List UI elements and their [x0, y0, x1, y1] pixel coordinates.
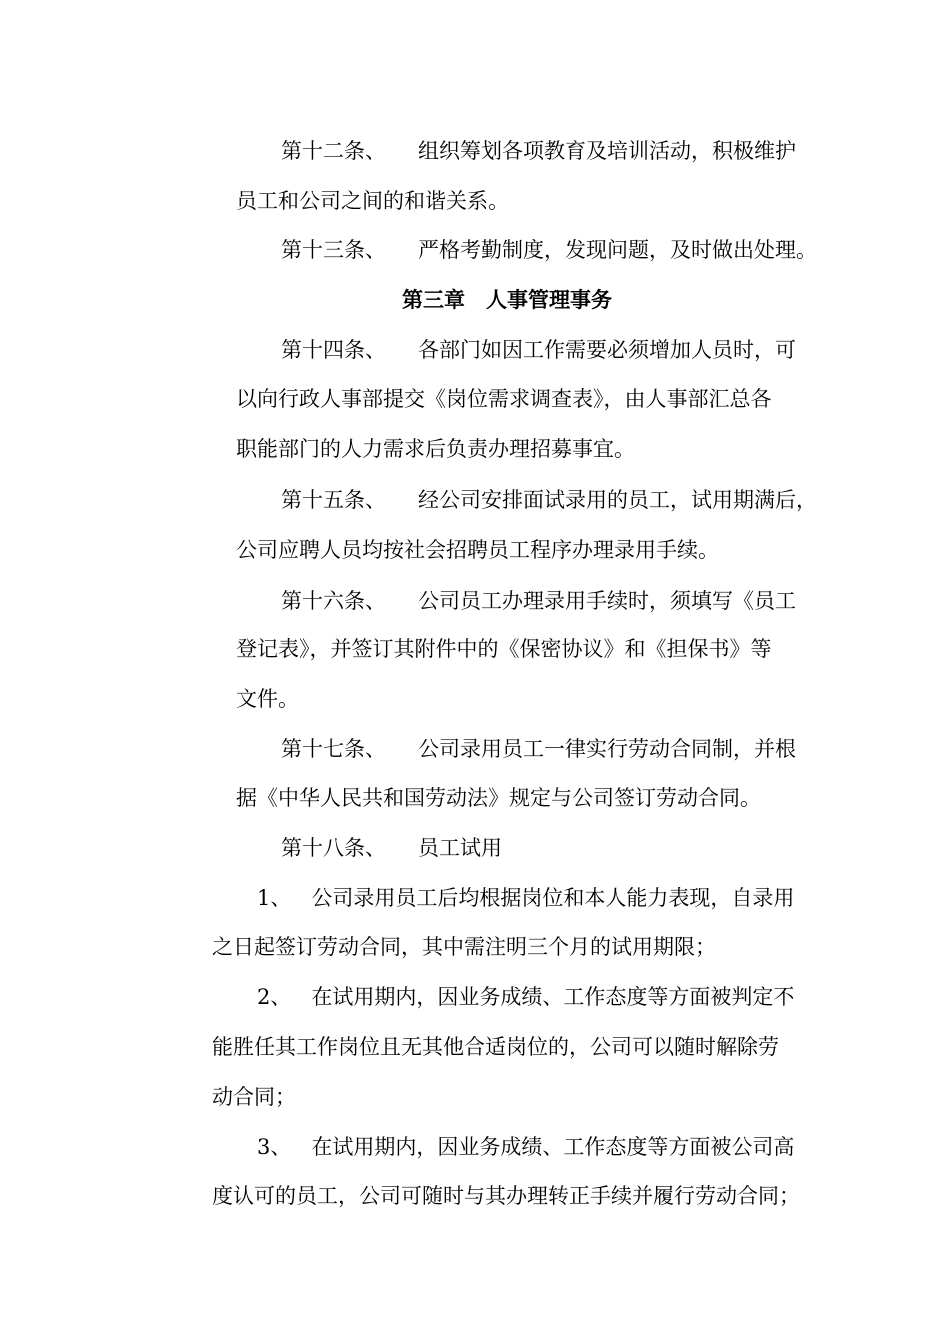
item-3-line-1 — [257, 1132, 794, 1162]
item-3-text-1: 在试用期内，因业务成绩、工作态度等方面被公司高 — [311, 1135, 795, 1159]
item-2-line-3: 动合同； — [212, 1085, 296, 1109]
article-17-line-1 — [281, 734, 796, 764]
article-15-label: 第十五条、 — [281, 488, 386, 512]
article-14-label: 第十四条、 — [281, 338, 386, 362]
article-12-text-1: 组织筹划各项教育及培训活动，积极维护 — [418, 139, 796, 163]
item-1-label: 1、 — [257, 886, 292, 910]
article-17-line-2: 据《中华人民共和国劳动法》规定与公司签订劳动合同。 — [236, 786, 761, 810]
article-18-text-1: 员工试用 — [418, 836, 502, 860]
article-13-line-1 — [281, 235, 817, 265]
article-14-line-3: 职能部门的人力需求后负责办理招募事宜。 — [236, 437, 635, 461]
item-1-line-1 — [257, 883, 794, 913]
item-2-line-2: 能胜任其工作岗位且无其他合适岗位的，公司可以随时解除劳 — [212, 1035, 779, 1059]
item-2-line-1 — [257, 982, 794, 1012]
article-15-line-1 — [281, 485, 817, 515]
article-12-line-2: 员工和公司之间的和谐关系。 — [236, 189, 509, 213]
article-15-line-2: 公司应聘人员均按社会招聘员工程序办理录用手续。 — [236, 538, 719, 562]
item-3-label: 3、 — [257, 1135, 292, 1159]
article-12-line-1 — [281, 136, 796, 166]
item-1-line-2: 之日起签订劳动合同，其中需注明三个月的试用期限； — [212, 935, 716, 959]
item-3-line-2: 度认可的员工，公司可随时与其办理转正手续并履行劳动合同； — [212, 1184, 800, 1208]
article-18-label: 第十八条、 — [281, 836, 386, 860]
article-16-text-1: 公司员工办理录用手续时，须填写《员工 — [418, 589, 796, 613]
article-16-line-2: 登记表》，并签订其附件中的《保密协议》和《担保书》等 — [236, 637, 772, 661]
article-14-line-1 — [281, 335, 796, 365]
article-16-line-1 — [281, 586, 796, 616]
item-2-label: 2、 — [257, 985, 292, 1009]
article-17-label: 第十七条、 — [281, 737, 386, 761]
article-16-line-3: 文件。 — [236, 687, 299, 711]
article-17-text-1: 公司录用员工一律实行劳动合同制，并根 — [418, 737, 796, 761]
article-13-label: 第十三条、 — [281, 238, 386, 262]
article-16-label: 第十六条、 — [281, 589, 386, 613]
article-13-text-1: 严格考勤制度，发现问题，及时做出处理。 — [418, 238, 817, 262]
article-15-text-1: 经公司安排面试录用的员工，试用期满后， — [418, 488, 817, 512]
item-2-text-1: 在试用期内，因业务成绩、工作态度等方面被判定不 — [311, 985, 795, 1009]
article-14-line-2: 以向行政人事部提交《岗位需求调查表》，由人事部汇总各 — [236, 387, 772, 411]
item-1-text-1: 公司录用员工后均根据岗位和本人能力表现，自录用 — [311, 886, 795, 910]
chapter-3-heading: 第三章 人事管理事务 — [402, 287, 612, 312]
article-14-text-1: 各部门如因工作需要必须增加人员时，可 — [418, 338, 796, 362]
article-12-label: 第十二条、 — [281, 139, 386, 163]
article-18-line-1 — [281, 833, 502, 863]
